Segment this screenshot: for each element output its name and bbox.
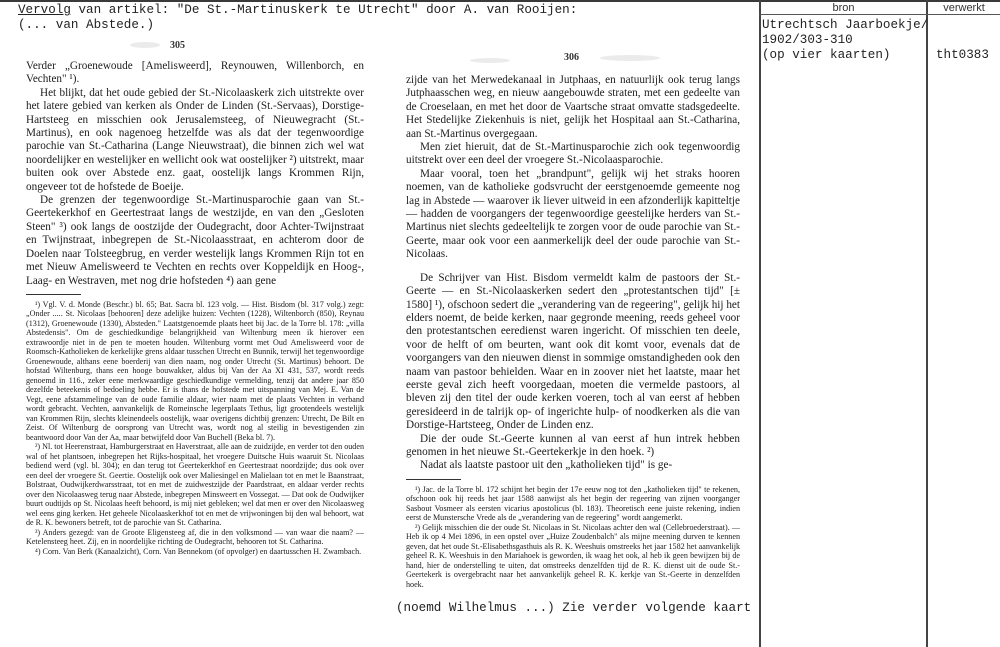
header-vervolg: Vervolg — [18, 3, 71, 17]
column-header-bron: bron — [832, 2, 855, 14]
column-header-verwerkt: verwerkt — [943, 2, 985, 14]
footnote-divider — [26, 294, 81, 295]
paragraph: Maar vooral, toen het „brandpunt", gelijk wij het straks hooren noemen, van de katholieke godsvrucht der eerstgenoemde gemeente nog lag in Abstede — waarover ik liever uitweid in een afzonderlijk kapitteltje — hadden de voorgangers der tegenwoordige geestelijke herders van St.-Martinus niet slechts gedeeltelijk te zorgen voor de oude parochie van St.-Geerte, maar ook voor een aanmerkelijk deel der oude parochie van St.-Nicolaas. — [406, 167, 740, 261]
paragraph: De Schrijver van Hist. Bisdom vermeldt kalm de pastoors der St.-Geerte — en St.-Nicolaaskerken sedert den „protestantschen tijd" [± 1580] ¹), ofschoon sedert die „verandering van de regeering", gelijk hij het elders noemt, de beide kerken, naar gegronde meening, reeds geheel voor den protestantschen eeredienst waren ingericht. Of misschien ten deele, voor de helft of om beurten, want ook dit komt voor, evenals dat de voorgangers van den nieuwen dienst in sommige omstandigheden ook den naam van pastoor behielden. Waar en in zoover niet het laatste, maar het eerste geval zich heeft voorgedaan, moeten die vermelde pastoors, al bleven zij den titel der oude kerken voeren, toch al van eerst af hebben geresideerd in de talrijk op- of ingerichte hulp- of noodkerken als die van Dorstige-Hartsteeg, Onder de Linden enz. — [406, 271, 740, 432]
page-right-body-a — [406, 74, 740, 262]
paragraph: Nadat als laatste pastoor uit den „katholieken tijd" is ge- — [420, 459, 673, 472]
page-right-footnotes — [406, 485, 740, 590]
table-left-border — [759, 0, 761, 647]
paragraph: Verder „Groenewoude [Amelisweerd], Reynouwen, Willenborch, en Vechten" ¹). — [26, 60, 364, 86]
page-left-footnotes — [26, 300, 364, 557]
page-left-body — [26, 60, 364, 288]
verwerkt-cell: tht0383 — [936, 48, 989, 62]
continuation-note: (noemd Wilhelmus ...) Zie verder volgende kaart — [396, 601, 752, 615]
bron-line: (op vier kaarten) — [762, 48, 891, 62]
page-number-left: 305 — [170, 40, 185, 51]
bron-line: Utrechtsch Jaarboekje/ — [762, 18, 929, 32]
table-header-rule — [759, 14, 1000, 15]
footnote: ²) Nl. tot Heerenstraat, Hamburgerstraat en Haverstraat, alle aan de zuidzijde, en verder tot den ouden wal of het plantsoen, inbegrepen het Rijks-hospitaal, het vroegere Duitsche Huis waaruit St. Nicolaas bediend werd (vgl. bl. 304); en dan terug tot Geertekerkhof en Geertestraat noordzijde; dus ook over een deel der vroegere St. Geertie. Oostelijk ook over Maliesingel en Malielaan tot en met le Baanstraat, Bolstraat, Oudwijkerdwarsstraat, tot en met de zuidwestzijde der Paardstraat, en aldaar verder rechts over den Nicolaasweg terug naar Abstede, inbegrepen Minsweert en Vossegat. — Dat ook de Oudwijker buurt oudtijds op St. Nicolaas heeft behoord, is mij niet gebleken; wel dat men er over den Nicolaasweg wel eens ging kerken. Het geheele Nicolaaskerkhof tot en met de vrijwoningen bij den wal behoort, wat de R. K. bewoners betreft, tot de parochie van St. Catharina. — [26, 442, 364, 528]
footnote-divider — [406, 479, 461, 480]
footnote: ²) Gelijk misschien die der oude St. Nicolaas in St. Nicolaas achter den wal (Cellebroederstraat). — Heb ik op 4 Mei 1896, in een opstel over „Huize Zoudenbalch" als mijne meening durven te kennen geven, dat het oude St.-Elisabethsgasthuis als R. K. Weeshuis omstreeks het jaar 1582 het aanvankelijk geheel R. K. Weeshuis in den Mariahoek is geworden, ik waag het ook, al heb ik geen bewijzen bij de hand, hier de onderstelling te uiten, dat omstreeks denzelfden tijd de R. K. dienst uit de oude St.-Geertekerk is overgebracht naar het aanvankelijk geheel R. K. kerkje van St.-Geerte in denzelfden hoek. — [406, 522, 740, 589]
footnote: ¹) Vgl. V. d. Monde (Beschr.) bl. 65; Bat. Sacra bl. 123 volg. — Hist. Bisdom (bl. 317 volg.) zegt: „Onder ..... St. Nicolaas [behooren] deze adelijke huizen: Vechten (1228), Wiltenborch (850), Reynau (1312), Groenewoude (1330), Absteden." Laatstgenoemde plaats heet bij Jac. de la Torre bl. 178: „villa Abstedensis". Om de geschiedkundige belangrijkheid van Wiltenburg meen ik hierover een extrawoordje niet in de pen te moeten houden. Wiltenburg vormt met Oud Amelisweerd voor de Roomsch-Katholieken de kerkelijke grens aldaar tusschen Utrecht en Bunnik, terwijl het tegenwoordige Groenewoude, althans eene boerderij van dien naam, nog onder Utrecht (St. Martinus) behoort. De hofstad Wiltenburg, thans een hooge bouwakker, aldus bij Van der Aa XI 431, 537, wordt reeds genoemd in 116., zeker eene merkwaardige geschiedkundige vermelding, tenzij dat andere jaar 850 dezelfde beteekenis of bedoeling hebbe. Er is thans de hofstede met uitspanning van Mej. E. Van de Vegt, eene afstammelinge van de oude familie aldaar, wier naam met de plaats Vechten in verband wordt gebracht. Vechten, aanvankelijk de Romeinsche legerplaats Tethus, ligt grootendeels westelijk van Krommen Rijn, slechts kleinendeels oostelijk, waar overigens dichtbij grenzen: Utrecht, De Bilt en Zeist. Of Wiltenburg de oorsprong van Utrecht was, wordt nog al steilig in bevestigenden zin beantwoord door Van der Aa, maar betwijfeld door Van Buchell (Beka bl. 7). — [26, 299, 364, 442]
paragraph: Men ziet hieruit, dat de St.-Martinusparochie zich ook tegenwoordig uitstrekt over een deel der vroegere St.-Nicolaasparochie. — [406, 141, 740, 167]
page-number-right: 306 — [564, 52, 579, 63]
bron-cell — [762, 18, 928, 63]
header-line-2: (... van Abstede.) — [18, 18, 155, 32]
card-header — [18, 3, 738, 33]
section-gap — [406, 262, 740, 272]
page-right-body-b — [406, 272, 740, 473]
page-right — [406, 74, 740, 589]
paragraph: Het blijkt, dat het oude gebied der St.-Nicolaaskerk zich uitstrekte over het latere gebied van kerken als Onder de Linden (St.-Servaas), Dorstige-Hartsteeg en misschien ook Jerusalemsteeg, of Nieuwegracht (St.-Martinus), en ook nagenoeg hetzelfde was als dat der tegenwoordige parochie van St.-Catharina (Lange Nieuwstraat), die binnen zich wel wat noordelijker en westelijker en wellicht ook wat oostelijker ²) uitstrekt, maar buiten ook over Abstede enz. gaat, oostelijk langs Krommen Rijn, ongeveer tot de hofstede de Boeije. — [26, 86, 364, 193]
paragraph: Die der oude St.-Geerte kunnen al van eerst af hun intrek hebben genomen in het nieuwe St.-Geertekerkje in den hoek. ²) — [406, 432, 740, 458]
scan-noise — [130, 42, 160, 48]
footnote: ⁴) Corn. Van Berk (Kanaalzicht), Corn. Van Bennekom (of opvolger) en daartusschen H. Zwambach. — [35, 546, 362, 556]
paragraph: De grenzen der tegenwoordige St.-Martinusparochie gaan van St.-Geertekerkhof en Geertestraat langs de westzijde, en van den „Gesloten Steen" ³) ook langs de oostzijde der Oudegracht, door Achter-Twijnstraat en Twijnstraat, inbegrepen de St.-Nicolaasstraat, en achterom door de Doelen naar Tolsteegbrug, en verder westelijk langs Krommen Rijn tot en met Nieuw Amelisweerd te Vechten en rechts over Koppeldijk en Hoog-, Laag- en Westraven, met nog drie hofsteden ⁴) aan gene — [26, 194, 364, 287]
paragraph: zijde van het Merwedekanaal in Jutphaas, en natuurlijk ook terug langs Jutphaasschen weg, en nieuw aangebouwde straten, met een gedeelte van de Croeselaan, en met het door de Vaartsche straat omvatte stadsgedeelte. Het Stedelijke Ziekenhuis is niet, gelijk het Hospitaal aan St.-Catharina, aan St.-Martinus overgegaan. — [406, 74, 740, 140]
header-line-1 — [18, 3, 738, 18]
footnote: ³) Anders gezegd: van de Groote Eligensteeg af, die in den volksmond — van waar die naam? — Ketelensteeg heet. Zij, en in noordelijke richting de Oudegracht, behooren tot St. Catharina. — [26, 527, 364, 547]
header-article-title: van artikel: "De St.-Martinuskerk te Utrecht" door A. van Rooijen: — [70, 3, 578, 17]
page-left — [26, 60, 364, 556]
bron-line: 1902/303-310 — [762, 33, 853, 47]
footnote: ¹) Jac. de la Torre bl. 172 schijnt het begin der 17e eeuw nog tot den „katholieken tijd" te rekenen, ofschoon ook hij reeds het jaar 1588 aanwijst als het begin der regeering van zijnen voorganger Sasbout Vosmeer als eersten vicarius apostolicus (bl. 183). Theoretisch eene juiste rekening, indien eerst de Munstersche Vrede als de „verandering van de regeering" wordt aangemerkt. — [406, 484, 740, 523]
table-column-divider — [926, 0, 928, 647]
scan-noise — [600, 55, 660, 61]
scan-noise — [470, 58, 510, 63]
